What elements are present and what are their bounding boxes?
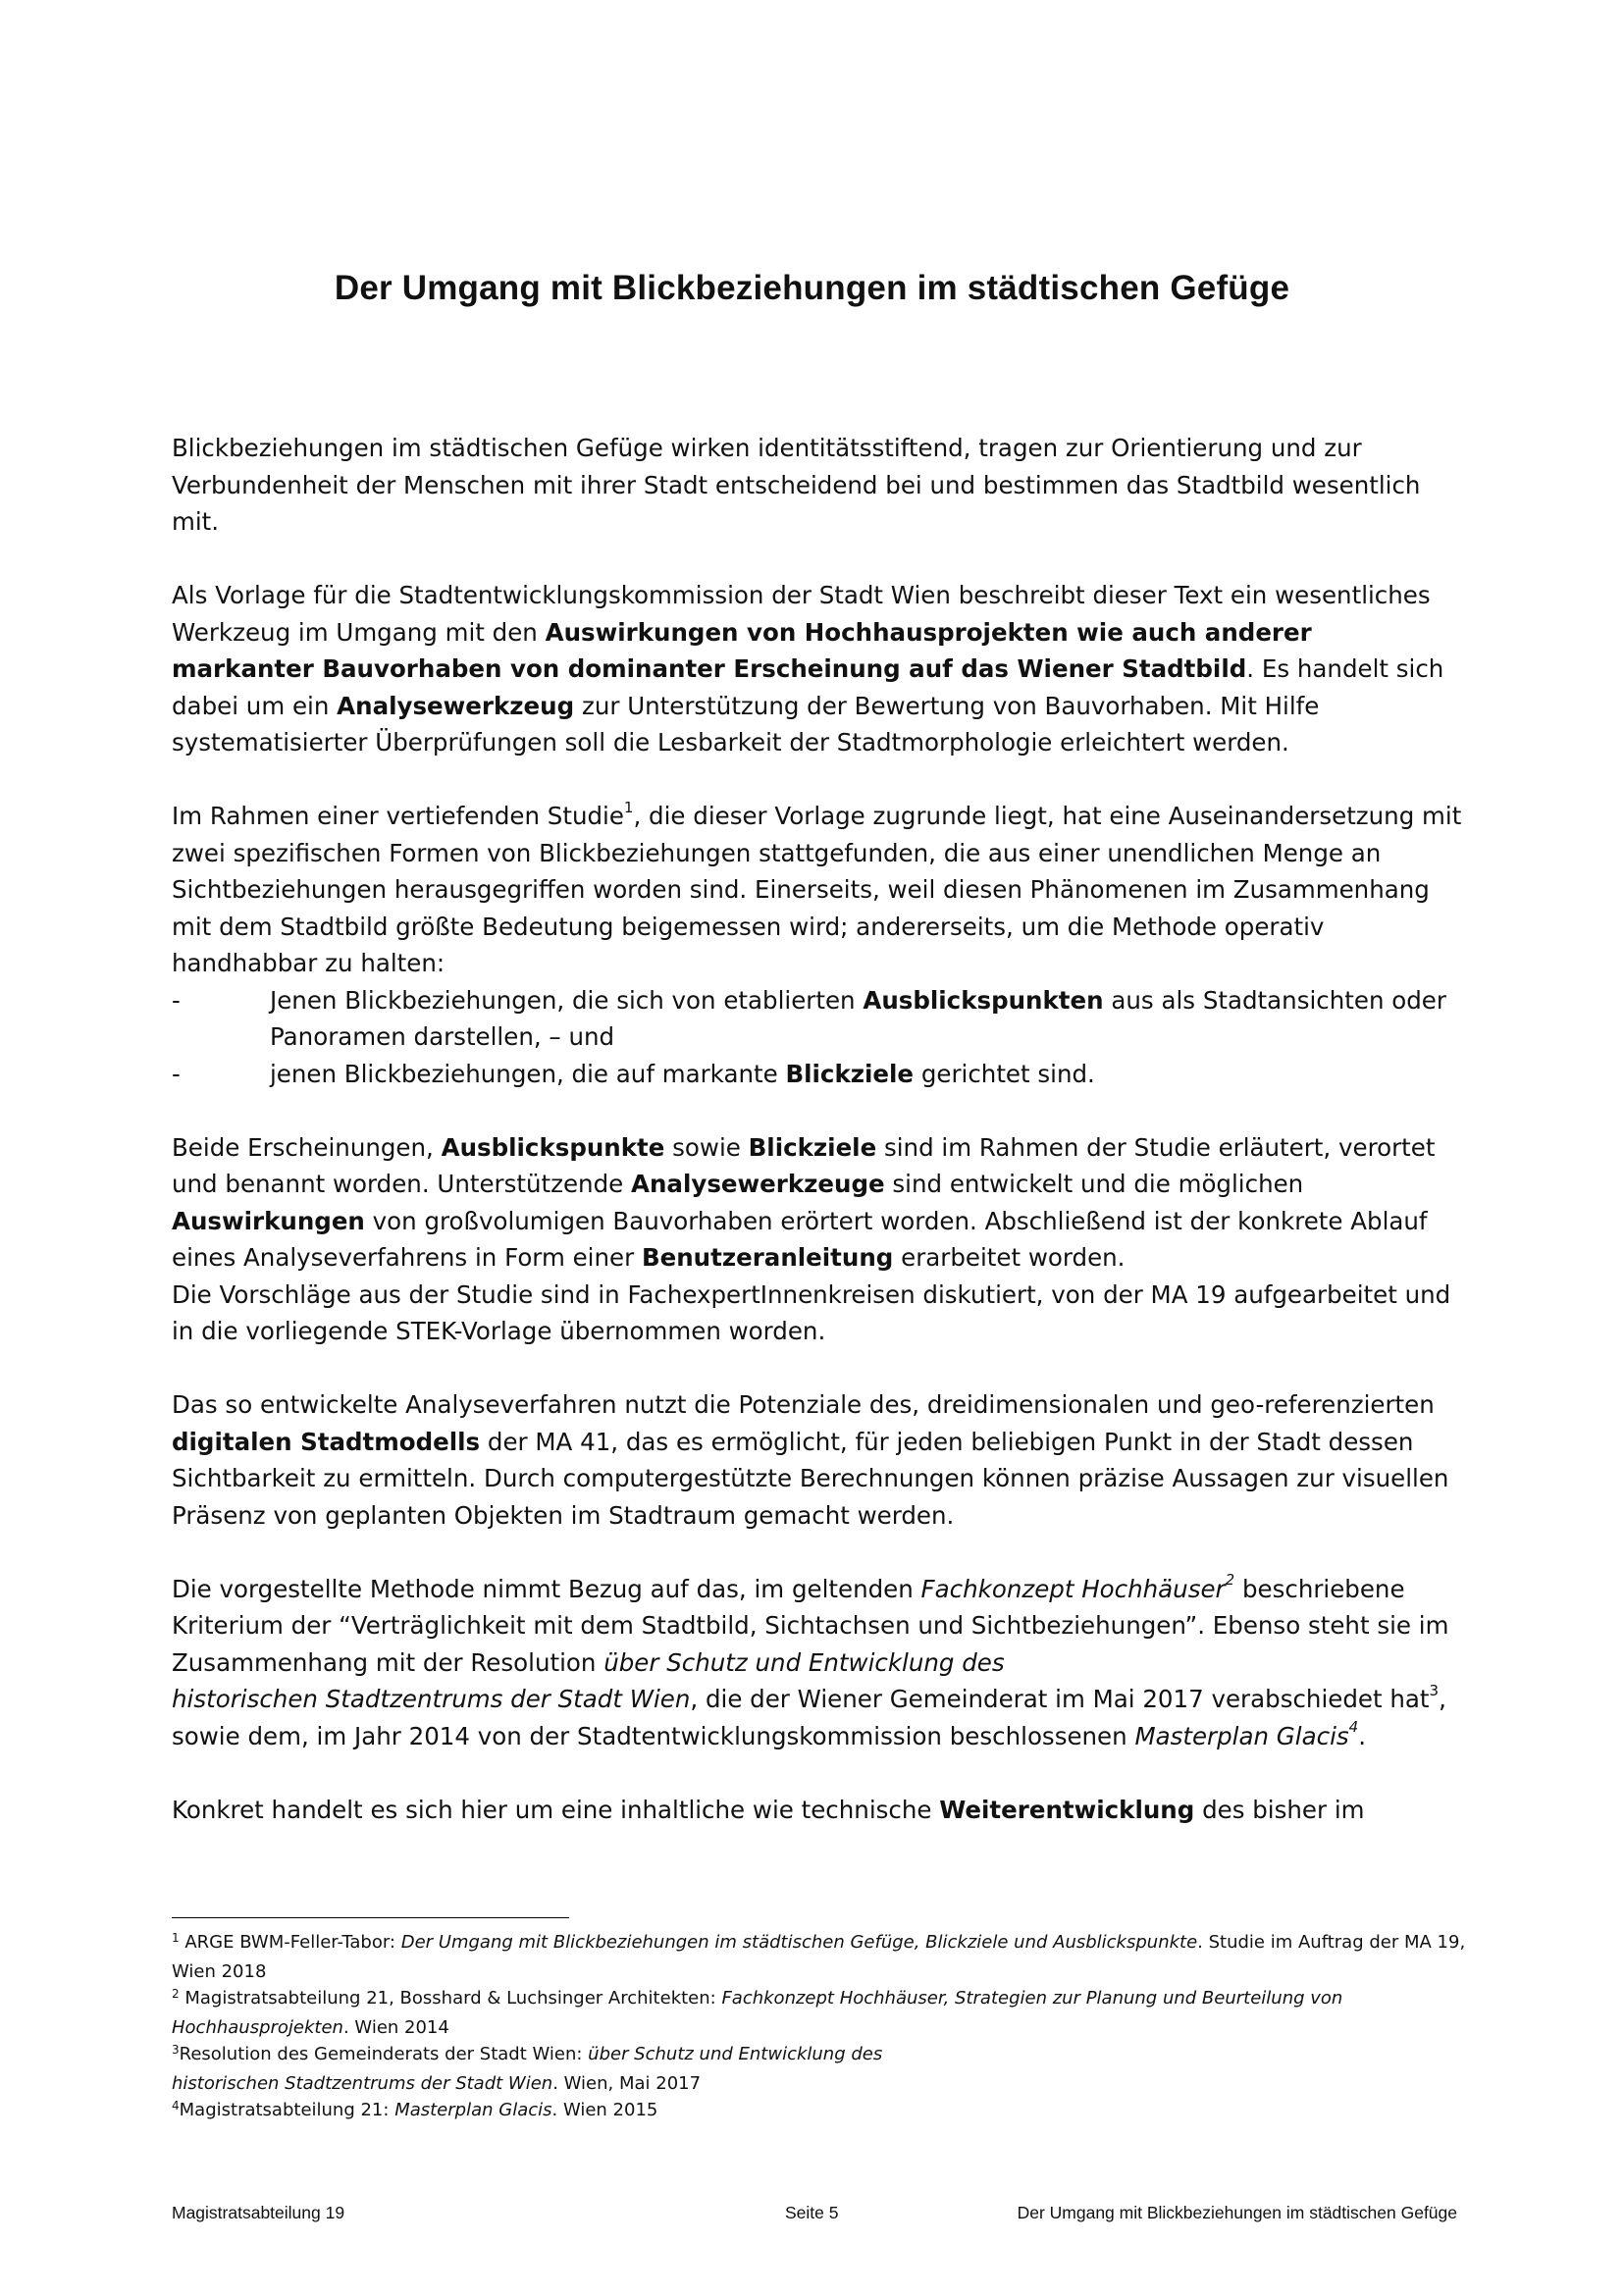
paragraph-conclusion: Konkret handelt es sich hier um eine inhaltliche wie technische Weiterentwicklung des bisher im: [172, 1795, 1365, 1824]
footnote-divider: [172, 1917, 569, 1918]
list-item: - Jenen Blickbeziehungen, die sich von etablierten Ausblickspunkten aus als Stadtansichten oder Panoramen darstellen, – und: [172, 982, 1462, 1056]
paragraph-intro: Blickbeziehungen im städtischen Gefüge wirken identitätsstiftend, tragen zur Orientierung und zur Verbundenheit der Menschen mit ihrer Stadt entscheidend bei und bestimmen das Stadtbild wesentlich mit.: [172, 434, 1421, 536]
list-bullet: -: [172, 985, 181, 1015]
list-bullet: -: [172, 1059, 181, 1088]
list-item: - jenen Blickbeziehungen, die auf markante Blickziele gerichtet sind.: [172, 1056, 1462, 1093]
paragraph-stadtmodell: Das so entwickelte Analyseverfahren nutzt die Potenziale des, dreidimensionalen und geo-referenzierten digitalen Stadtmodells der MA 41, das es ermöglicht, für jeden beliebigen Punkt in der Stadt dessen Sichtbarkeit zu ermitteln. Durch computergestützte Berechnungen können präzise Aussagen zur visuellen Präsenz von geplanten Objekten im Stadtraum gemacht werden.: [172, 1390, 1449, 1530]
page-footer: [172, 2203, 1457, 2232]
paragraph-purpose: Als Vorlage für die Stadtentwicklungskommission der Stadt Wien beschreibt dieser Text ein wesentliches Werkzeug im Umgang mit den Auswirkungen von Hochhausprojekten wie auch anderer markanter Bauvorhaben von dominanter Erscheinung auf das Wiener Stadtbild. Es handelt sich dabei um ein Analysewerkzeug zur Unterstützung der Bewertung von Bauvorhaben. Mit Hilfe systematisierter Überprüfungen soll die Lesbarkeit der Stadtmorphologie erleichtert werden.: [172, 581, 1444, 757]
footnote-ref-1[interactable]: 1: [623, 798, 634, 816]
footnote-1: $^1$ ARGE BWM-Feller-Tabor: Der Umgang mit Blickbeziehungen im städtischen Gefüge, Blickziele und Ausblickspunkte. Studie im Auftrag der MA 19, Wien 2018: [172, 1931, 1466, 1982]
footnote-3: $^3$Resolution des Gemeinderats der Stadt Wien: über Schutz und Entwicklung des historischen Stadtzentrums der Stadt Wien. Wien, Mai 2017: [172, 2043, 883, 2094]
footer-document-title: Der Umgang mit Blickbeziehungen im städtischen Gefüge: [1017, 2203, 1457, 2222]
footer-department: Magistratsabteilung 19: [172, 2203, 345, 2222]
footnote-ref-3[interactable]: 3: [1429, 1681, 1440, 1699]
paragraph-study: Im Rahmen einer vertiefenden Studie$^1$, die dieser Vorlage zugrunde liegt, hat eine Auseinandersetzung mit zwei spezifischen Formen von Blickbeziehungen stattgefunden, die aus einer unendlichen Menge an Sichtbeziehungen herausgegriffen worden sind. Einerseits, weil diesen Phänomenen im Zusammenhang mit dem Stadtbild größte Bedeutung beigemessen wird; andererseits, um die Methode operativ handhabbar zu halten:: [172, 798, 1462, 977]
emphasis-analysewerkzeug: Analysewerkzeug: [337, 691, 575, 720]
emphasis-auswirkungen: Auswirkungen von Hochhausprojekten wie auch anderer markanter Bauvorhaben von dominanter Erscheinung auf das Wiener Stadtbild: [172, 617, 1312, 683]
footnote-4: $^4$Magistratsabteilung 21: Masterplan Glacis. Wien 2015: [172, 2099, 658, 2120]
footnote-ref-4[interactable]: 4: [1348, 1718, 1359, 1737]
footnote-2: $^2$ Magistratsabteilung 21, Bosshard & Luchsinger Architekten: Fachkonzept Hochhäuser, Strategien zur Planung und Beurteilung von Hochhausprojekten. Wien 2014: [172, 1987, 1343, 2038]
page-number: Seite 5: [785, 2203, 839, 2222]
footnotes: [172, 1929, 1467, 2126]
body-text: [172, 430, 1462, 1828]
paragraph-results: Beide Erscheinungen, Ausblickspunkte sowie Blickziele sind im Rahmen der Studie erläutert, verortet und benannt worden. Unterstützende Analysewerkzeuge sind entwickelt und die möglichen Auswirkungen von großvolumigen Bauvorhaben erörtert worden. Abschließend ist der konkrete Ablauf eines Analyseverfahrens in Form einer Benutzeranleitung erarbeitet worden. Die Vorschläge aus der Studie sind in FachexpertInnenkreisen diskutiert, von der MA 19 aufgearbeitet und in die vorliegende STEK-Vorlage übernommen worden.: [172, 1132, 1451, 1345]
page-title: Der Umgang mit Blickbeziehungen im städtischen Gefüge: [334, 269, 1290, 307]
footnote-ref-2[interactable]: 2: [1225, 1571, 1235, 1590]
paragraph-method: Die vorgestellte Methode nimmt Bezug auf das, im geltenden Fachkonzept Hochhäuser$^2$ beschriebene Kriterium der “Verträglichkeit mit dem Stadtbild, Sichtachsen und Sichtbeziehungen”. Ebenso steht sie im Zusammenhang mit der Resolution über Schutz und Entwicklung des historischen Stadtzentrums der Stadt Wien, die der Wiener Gemeinderat im Mai 2017 verabschiedet hat$^3$, sowie dem, im Jahr 2014 von der Stadtentwicklungskommission beschlossenen Masterplan Glacis$^4$.: [172, 1571, 1449, 1750]
